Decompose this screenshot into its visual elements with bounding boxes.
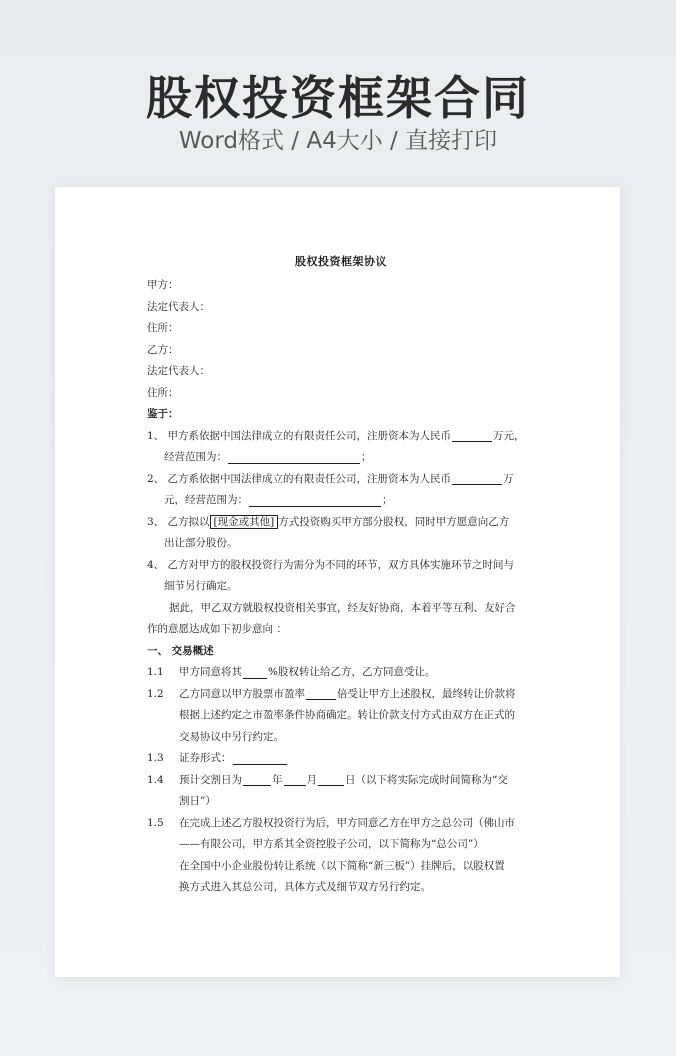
recital-2-end: ； (382, 494, 393, 506)
clause-1-4-text: 预计交割日为 (179, 773, 242, 786)
recital-2-unit: 万 (503, 472, 514, 485)
recital-3-line-2: 出让部分股份。 (164, 537, 238, 549)
recital-4-line-2: 细节另行确定。 (164, 580, 238, 592)
document-page (55, 187, 620, 977)
blank-line (318, 773, 344, 786)
clause-1-5-line-3: 在全国中小企业股份转让系统（以下简称“新三板”）挂牌后，以股权置 (179, 859, 505, 872)
clause-number: 1.4 (147, 773, 164, 786)
clause-1-5-line-4: 换方式进入其总公司，具体方式及细节双方另行约定。 (179, 881, 431, 893)
recital-1-line-2 (147, 447, 535, 469)
blank-line (452, 429, 492, 442)
document-title: 股权投资框架协议 (295, 255, 387, 268)
recital-1-text: 1、 甲方系依据中国法律成立的有限责任公司，注册资本为人民币 (147, 429, 452, 442)
clause-1-1 (147, 662, 535, 684)
clause-number: 1.2 (147, 687, 164, 700)
clause-number: 1.5 (147, 816, 164, 829)
recital-1-scope: 经营范围为： (164, 451, 227, 463)
recital-3-line-1 (147, 512, 535, 534)
recital-4-line-1: 4、 乙方对甲方的股权投资行为需分为不同的环节，双方具体实施环节之时间与 (147, 558, 515, 571)
clause-1-5 (147, 813, 535, 835)
clause-text (179, 662, 435, 684)
month-label: 月 (306, 773, 317, 786)
recital-1-end: ； (361, 451, 372, 463)
clause-1-4 (147, 770, 535, 792)
party-a-representative-field: 法定代表人： (147, 300, 210, 313)
day-label: 日（以下将实际完成时间简称为“交 (345, 773, 508, 786)
clause-1-2-line-2: 根据上述约定之市盈率条件协商确定。转让价款支付方式由双方在正式的 (179, 709, 515, 721)
blank-line (452, 472, 502, 485)
recital-2-line-1 (147, 469, 535, 491)
party-a-field: 甲方： (147, 279, 179, 291)
clause-1-3-text: 证券形式： (179, 752, 232, 764)
clause-1-1-text: 甲方同意将其 (179, 666, 242, 678)
intro-paragraph-line-1: 据此，甲乙双方就股权投资相关事宜，经友好协商，本着平等互利、友好合 (169, 601, 516, 614)
banner-header (0, 0, 676, 190)
blank-line (243, 773, 271, 786)
recital-2-text: 2、 乙方系依据中国法律成立的有限责任公司，注册资本为人民币 (147, 472, 452, 485)
whereas-heading: 鉴于： (147, 408, 179, 420)
clause-1-2 (147, 684, 535, 706)
party-a-address-field: 住所： (147, 322, 179, 334)
blank-line (306, 687, 336, 700)
clause-number: 1.1 (147, 666, 164, 678)
intro-paragraph-line-2: 作的意愿达成如下初步意向 ： (147, 623, 287, 635)
clause-1-3 (147, 748, 535, 770)
recital-1-unit: 万元， (493, 429, 525, 442)
banner-subtitle: Word格式 / A4大小 / 直接打印 (178, 128, 498, 154)
section-1-heading: 一、 交易概述 (147, 644, 214, 657)
blank-line (284, 773, 306, 786)
recital-3-text: 3、 乙方拟以 (147, 515, 210, 528)
clause-text (179, 684, 516, 706)
clause-text (179, 748, 288, 770)
year-label: 年 (272, 773, 283, 786)
party-b-field: 乙方： (147, 343, 179, 356)
clause-text: 在完成上述乙方股权投资行为后，甲方同意乙方在甲方之总公司（佛山市 (179, 816, 515, 829)
clause-1-1-text-end: %股权转让给乙方，乙方同意受让。 (268, 666, 436, 678)
clause-number: 1.3 (147, 752, 164, 764)
banner-title: 股权投资框架合同 (146, 71, 530, 125)
party-b-representative-field: 法定代表人： (147, 365, 210, 377)
recital-2-line-2 (147, 490, 535, 512)
blank-line (228, 451, 360, 464)
clause-1-2-line-3: 交易协议中另行约定。 (179, 730, 284, 743)
clause-1-5-line-2: ——有限公司，甲方系其全资控股子公司，以下简称为“总公司”） (179, 838, 484, 850)
payment-method-box: [现金或其他] (210, 515, 279, 529)
recital-3-cont: 方式投资购买甲方部分股权，同时甲方愿意向乙方 (278, 515, 510, 528)
party-b-address-field: 住所： (147, 386, 179, 399)
clause-1-4-line-2: 割日”） (179, 795, 216, 807)
document-body (147, 253, 535, 899)
clause-1-2-text-end: 倍受让甲方上述股权，最终转让价款将 (337, 687, 516, 700)
recital-2-scope: 元，经营范围为： (164, 494, 248, 506)
clause-text (179, 770, 508, 792)
blank-line (233, 752, 287, 765)
clause-1-2-text: 乙方同意以甲方股票市盈率 (179, 687, 305, 700)
recital-1-line-1 (147, 426, 535, 448)
blank-line (249, 494, 381, 507)
blank-line (243, 666, 267, 679)
